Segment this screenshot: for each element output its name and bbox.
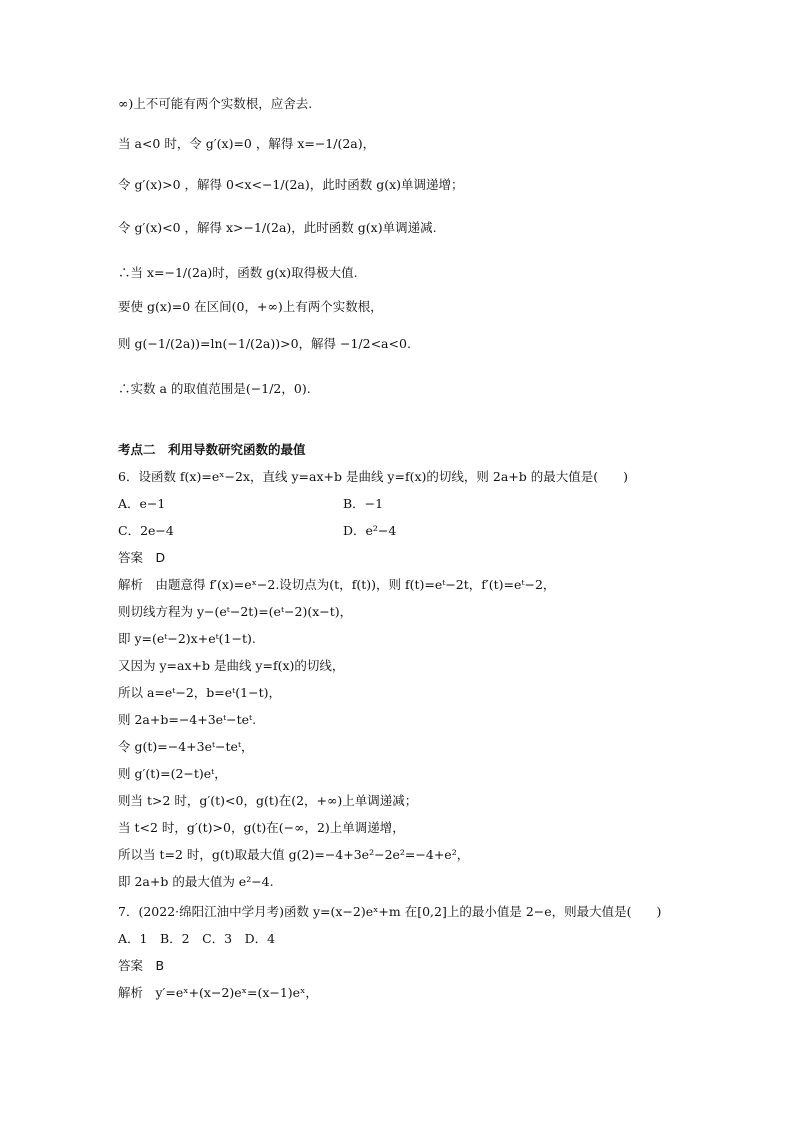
q6-solution-line-7: 令 g(t)=−4+3eᵗ−teᵗ， — [118, 739, 254, 754]
continuation-line-5: ∴当 x=−1/(2a)时，函数 g(x)取得极大值. — [118, 265, 358, 280]
q6-answer: 答案 D — [118, 550, 166, 565]
continuation-line-2: 当 a<0 时，令 g′(x)=0 ，解得 x=−1/(2a)， — [118, 136, 376, 151]
continuation-line-3: 令 g′(x)>0 ，解得 0<x<−1/(2a)，此时函数 g(x)单调递增； — [118, 177, 464, 192]
continuation-line-7: 则 g(−1/(2a))=ln(−1/(2a))>0，解得 −1/2<a<0. — [118, 336, 411, 351]
q6-solution-line-3: 即 y=(eᵗ−2)x+eᵗ(1−t). — [118, 631, 256, 646]
q6-solution-line-11: 所以当 t=2 时，g(t)取最大值 g(2)=−4+3e²−2e²=−4+e²， — [118, 847, 470, 862]
q7-answer: 答案 B — [118, 958, 165, 973]
q6-solution-line-9: 则当 t>2 时，g′(t)<0，g(t)在(2，+∞)上单调递减； — [118, 793, 418, 808]
q7-stem: 7．(2022·绵阳江油中学月考)函数 y=(x−2)eˣ+m 在[0,2]上的最小值是 2−e，则最大值是( ) — [118, 904, 662, 919]
q7-solution-line-1: 解析 y′=eˣ+(x−2)eˣ=(x−1)eˣ， — [118, 985, 318, 1000]
q6-solution-line-4: 又因为 y=ax+b 是曲线 y=f(x)的切线， — [118, 658, 345, 673]
continuation-line-8: ∴实数 a 的取值范围是(−1/2，0). — [118, 381, 311, 396]
continuation-line-6: 要使 g(x)=0 在区间(0，+∞)上有两个实数根， — [118, 299, 383, 314]
section-title: 考点二 利用导数研究函数的最值 — [118, 442, 306, 457]
q6-solution-line-2: 则切线方程为 y−(eᵗ−2t)=(eᵗ−2)(x−t)， — [118, 604, 353, 619]
q6-solution-line-12: 即 2a+b 的最大值为 e²−4. — [118, 874, 274, 889]
q6-option-c: C．2e−4 — [118, 523, 174, 538]
q6-solution-line-1: 解析 由题意得 f′(x)=eˣ−2.设切点为(t，f(t))，则 f(t)=eᵗ−2t，f′(t)=eᵗ−2， — [118, 577, 556, 592]
continuation-line-4: 令 g′(x)<0 ，解得 x>−1/(2a)，此时函数 g(x)单调递减. — [118, 220, 437, 235]
q6-solution-line-10: 当 t<2 时，g′(t)>0，g(t)在(−∞，2)上单调递增， — [118, 820, 405, 835]
q6-stem: 6．设函数 f(x)=eˣ−2x，直线 y=ax+b 是曲线 y=f(x)的切线，则 2a+b 的最大值是( ) — [118, 469, 628, 484]
q6-option-d: D．e²−4 — [343, 523, 397, 538]
continuation-line-1: ∞)上不可能有两个实数根，应舍去. — [118, 96, 313, 111]
q6-solution-line-8: 则 g′(t)=(2−t)eᵗ， — [118, 766, 227, 781]
q6-option-b: B．−1 — [343, 496, 384, 511]
q6-option-a: A．e−1 — [118, 496, 166, 511]
q6-solution-line-5: 所以 a=eᵗ−2，b=eᵗ(1−t)， — [118, 685, 281, 700]
q6-solution-line-6: 则 2a+b=−4+3eᵗ−teᵗ. — [118, 712, 257, 727]
q7-options: A．1 B．2 C．3 D．4 — [118, 931, 276, 946]
